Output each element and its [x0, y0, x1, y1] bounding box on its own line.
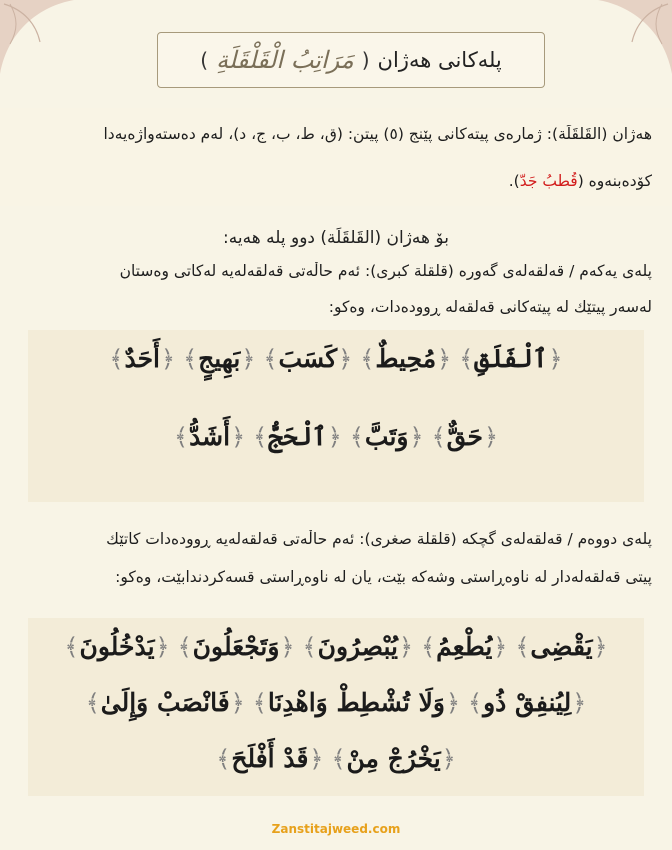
- quran-example: ﴿ حَقٌّ ﴾: [431, 422, 499, 451]
- page-title: [157, 32, 545, 88]
- examples-major-box: [28, 330, 644, 502]
- quran-example: ﴿ لِيُنفِقْ ذُو ﴾: [468, 688, 587, 717]
- quran-example: ﴿ قَدْ أَفْلَحَ ﴾: [216, 744, 324, 773]
- quran-example: ﴿ ٱلْفَلَقِ ﴾: [459, 344, 563, 373]
- intro-section: [0, 108, 672, 206]
- quran-example: ﴿ أَشَدُّ ﴾: [174, 422, 246, 451]
- quran-example: ﴿ فَانْصَبْ وَإِلَىٰ ﴾: [85, 688, 245, 717]
- quran-example: ﴿ وَتَبَّ ﴾: [349, 422, 424, 451]
- quran-example: ﴿ يَقْضِى ﴾: [515, 632, 608, 661]
- examples-minor-box: [28, 618, 644, 796]
- intro-line-2-prefix: کۆدەبنەوە (: [577, 172, 652, 190]
- title-text: پلەکانی هەژان: [377, 48, 502, 72]
- title-quran-text: مَرَاتِبُ الْقَلْقَلَةِ: [216, 46, 354, 74]
- level1-line-1: پلەی یەکەم / قەلقەلەی گەورە (قلقلة كبرى): ئەم حاڵەتی قەلقەلەیە لەکاتی وەستان: [119, 262, 652, 280]
- examples-minor-row-1: [28, 632, 644, 661]
- quran-example: ﴿ ٱلْحَجُّ ﴾: [253, 422, 342, 451]
- examples-minor-row-3: [28, 744, 644, 773]
- quran-example: ﴿ وَتَجْعَلُونَ ﴾: [177, 632, 295, 661]
- examples-minor-row-2: [28, 688, 644, 717]
- quran-example: ﴿ وَلَا تُشْطِطْ وَاهْدِنَا ﴾: [252, 688, 461, 717]
- level2-line-2: پیتی قەلقەلەدار لە ناوەڕاستی وشەکە بێت، یان لە ناوەڕاستی قسەکردندابێت، وەکو:: [115, 568, 652, 586]
- quran-example: ﴿ يَدْخُلُونَ ﴾: [64, 632, 170, 661]
- quran-example: ﴿ يُطْعِمُ ﴾: [421, 632, 508, 661]
- intro-line-2: [16, 172, 652, 190]
- quran-example: ﴿ يُبْصِرُونَ ﴾: [302, 632, 414, 661]
- examples-major-row-2: [28, 422, 644, 451]
- level1-line-2: لەسەر پیتێك لە پیتەکانی قەلقەلە ڕوودەدات، وەکو:: [328, 298, 652, 316]
- level2-line-1: پلەی دووەم / قەلقەلەی گچکە (قلقلة صغرى): ئەم حاڵەتی قەلقەلەیە ڕوودەدات کاتێك: [106, 530, 652, 548]
- footer-link[interactable]: Zanstitajweed.com: [271, 822, 401, 836]
- intro-highlight: قُطبُ جَدّ: [519, 172, 578, 190]
- examples-major-row-1: [28, 344, 644, 373]
- quran-example: ﴿ يَخْرُجْ مِنْ ﴾: [331, 744, 456, 773]
- title-paren-close: ): [200, 48, 209, 72]
- section-subheading: بۆ هەژان (القَلقَلَة) دوو پلە هەیە:: [223, 228, 449, 248]
- intro-line-1: هەژان (القَلقَلَة): ژمارەی پیتەکانی پێنج (٥) پیتن: (ق، ط، ب، ج، د)، لەم دەستەواژەیەدا: [103, 125, 652, 143]
- quran-example: ﴿ أَحَدٌ ﴾: [109, 344, 176, 373]
- corner-ornament-icon: [598, 0, 672, 74]
- intro-line-2-suffix: ).: [508, 172, 520, 190]
- corner-ornament-icon: [0, 0, 74, 74]
- quran-example: ﴿ مُحِيطٌ ﴾: [360, 344, 452, 373]
- quran-example: ﴿ كَسَبَ ﴾: [263, 344, 353, 373]
- title-paren-open: (: [361, 48, 370, 72]
- quran-example: ﴿ بَهِيجٍ ﴾: [183, 344, 256, 373]
